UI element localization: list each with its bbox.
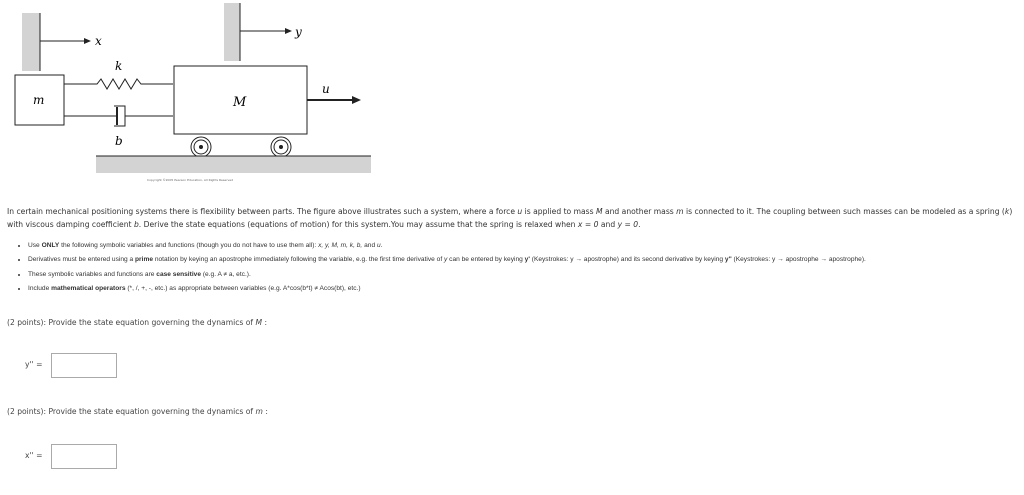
- x-double-prime-label: x'' =: [25, 451, 43, 460]
- text-segment: notation by keying an apostrophe immediately following the variable, e.g. the first time derivative of: [153, 256, 445, 264]
- instruction-item: [28, 253, 1018, 266]
- y-double-prime-label: y'' =: [25, 360, 43, 369]
- text-segment: u: [376, 242, 381, 249]
- text-segment: .: [380, 242, 383, 249]
- question-1-prompt: [7, 318, 267, 327]
- text-segment: and: [362, 242, 377, 249]
- instruction-item: [28, 239, 1018, 252]
- instruction-item: [28, 282, 1018, 295]
- wheel: [271, 137, 291, 157]
- text-segment: (*, /, +, -, etc.) as appropriate between variables (e.g. A*cos(b*t) ≠ Acos(bt), etc.): [125, 284, 361, 292]
- prompt-text: (2 points): Provide the state equation governing the dynamics of: [7, 407, 256, 416]
- label-M: M: [233, 95, 247, 110]
- text-segment: u: [517, 207, 523, 216]
- text-segment: M: [595, 207, 603, 216]
- left-wall: [22, 13, 40, 71]
- text-segment: x, y, M, m, k, b,: [318, 242, 363, 249]
- force-arrow-icon: [352, 96, 361, 104]
- label-x: x: [95, 34, 102, 48]
- label-u: u: [322, 82, 330, 96]
- spring: [64, 79, 173, 89]
- text-segment: (Keystrokes: y → apostrophe → apostrophe).: [731, 256, 866, 264]
- text-segment: mathematical operators: [51, 284, 126, 292]
- text-segment: m: [676, 207, 684, 216]
- copyright: Copyright ©2005 Pearson Education, All Rights Reserved: [147, 178, 233, 182]
- y-arrow-icon: [285, 28, 292, 34]
- wheel: [191, 137, 211, 157]
- text-segment: . Derive the state equations (equations of motion) for this system.You may assume that the spring is relaxed when: [138, 220, 578, 229]
- text-segment: y = 0: [617, 220, 639, 229]
- x-double-prime-input[interactable]: [51, 444, 117, 469]
- instruction-item: [28, 268, 1018, 281]
- text-segment: y': [524, 256, 530, 264]
- text-segment: case sensitive: [156, 270, 202, 278]
- text-segment: is connected to it. The coupling between such masses can be modeled as a spring (: [683, 207, 1005, 216]
- text-segment: (Keystrokes: y → apostrophe) and its second derivative by keying: [529, 256, 725, 264]
- text-segment: y: [444, 256, 448, 264]
- text-segment: Include: [28, 284, 52, 292]
- prompt-var: m: [255, 407, 263, 416]
- instructions-list: [7, 239, 1018, 296]
- label-b: b: [115, 134, 123, 148]
- text-segment: In certain mechanical positioning systems there is flexibility between parts. The figure above illustrates such a system, where a force: [7, 207, 518, 216]
- ground: [96, 156, 371, 173]
- text-segment: k: [1004, 207, 1010, 216]
- prompt-suffix: :: [262, 407, 268, 416]
- x-arrow-icon: [84, 38, 91, 44]
- text-segment: ONLY: [41, 242, 60, 249]
- text-segment: .: [638, 220, 641, 229]
- text-segment: These symbolic variables and functions are: [28, 270, 157, 278]
- text-segment: is applied to mass: [522, 207, 596, 216]
- text-segment: Derivatives must be entered using a: [28, 256, 136, 264]
- right-wall: [224, 3, 240, 61]
- text-segment: and: [598, 220, 618, 229]
- prompt-text: (2 points): Provide the state equation governing the dynamics of: [7, 318, 256, 327]
- text-segment: b: [133, 220, 139, 229]
- question-2-prompt: [7, 407, 268, 416]
- label-y: y: [295, 25, 302, 39]
- text-segment: ) with viscous damping coefficient: [7, 207, 1013, 229]
- text-segment: x = 0: [577, 220, 599, 229]
- problem-description: [7, 205, 1022, 231]
- text-segment: (e.g. A ≠ a, etc.).: [201, 270, 251, 278]
- mass-spring-damper-diagram: [0, 0, 380, 185]
- text-segment: prime: [135, 256, 153, 264]
- prompt-var: M: [255, 318, 263, 327]
- text-segment: the following symbolic variables and functions (though you do not have to use them all):: [59, 242, 319, 249]
- label-m: m: [33, 93, 45, 107]
- text-segment: can be entered by keying: [447, 256, 525, 264]
- y-double-prime-input[interactable]: [51, 353, 117, 378]
- label-k: k: [115, 59, 123, 73]
- text-segment: Use: [28, 242, 42, 249]
- text-segment: and another mass: [602, 207, 677, 216]
- prompt-suffix: :: [262, 318, 268, 327]
- text-segment: y'': [724, 256, 732, 264]
